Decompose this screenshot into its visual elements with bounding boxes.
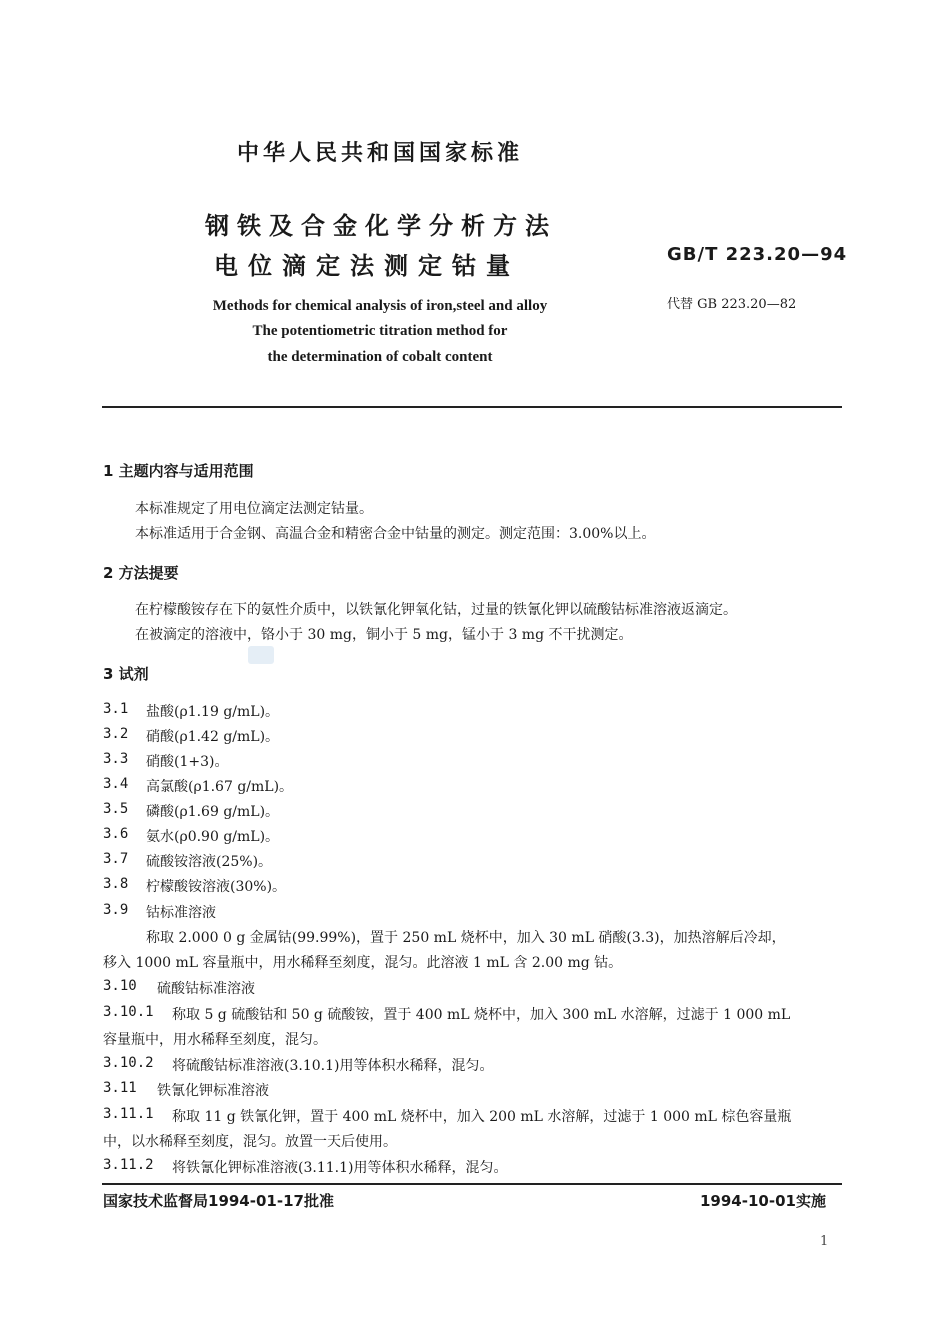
section-1-para-1: 本标准规定了用电位滴定法测定钴量。: [135, 501, 373, 517]
english-title-line-3: the determination of cobalt content: [267, 349, 493, 365]
item-text: 硝酸(1+3)。: [146, 754, 229, 770]
item-text: 铁氰化钾标准溶液: [157, 1083, 269, 1099]
watermark-logo: [248, 646, 274, 664]
item-number: 3.10.1: [103, 1004, 154, 1020]
item-number: 3.5: [103, 801, 129, 817]
item-text: 硫酸铵溶液(25%)。: [146, 854, 273, 870]
item-text: 硫酸钴标准溶液: [157, 981, 255, 997]
document-title-line-1: 钢铁及合金化学分析方法: [205, 212, 557, 240]
item-number: 3.11: [103, 1080, 137, 1096]
item-number: 3.11.1: [103, 1106, 154, 1122]
item-text: 氨水(ρ0.90 g/mL)。: [146, 829, 280, 845]
approval-note: 国家技术监督局1994-01-17批准: [103, 1192, 334, 1210]
replaces-note: 代替 GB 223.20—82: [667, 297, 797, 312]
page-number: 1: [820, 1234, 829, 1249]
item-number: 3.9: [103, 902, 129, 918]
item-number: 3.3: [103, 751, 129, 767]
footer-divider: [102, 1183, 842, 1185]
section-2-para-1: 在柠檬酸铵存在下的氨性介质中，以铁氰化钾氧化钴，过量的铁氰化钾以硫酸钴标准溶液返滴定。: [135, 602, 737, 618]
item-text: 柠檬酸铵溶液(30%)。: [146, 879, 287, 895]
item-text: 将铁氰化钾标准溶液(3.11.1)用等体积水稀释，混匀。: [172, 1160, 508, 1176]
item-text: 钴标准溶液: [146, 905, 216, 921]
section-2-para-2: 在被滴定的溶液中，铬小于 30 mg，铜小于 5 mg，锰小于 3 mg 不干扰测定。: [135, 627, 633, 643]
item-number: 3.10.2: [103, 1055, 154, 1071]
english-title-line-1: Methods for chemical analysis of iron,steel and alloy: [212, 298, 548, 314]
item-text: 将硫酸钴标准溶液(3.10.1)用等体积水稀释，混匀。: [172, 1058, 494, 1074]
item-3-10-1-line-2: 容量瓶中，用水稀释至刻度，混匀。: [103, 1032, 327, 1048]
item-3-9-para-line-2: 移入 1000 mL 容量瓶中，用水稀释至刻度，混匀。此溶液 1 mL 含 2.00 mg 钴。: [103, 955, 623, 971]
effective-date-note: 1994-10-01实施: [700, 1192, 826, 1210]
english-title-line-2: The potentiometric titration method for: [252, 323, 508, 339]
item-number: 3.8: [103, 876, 129, 892]
section-1-heading: 1 主题内容与适用范围: [103, 462, 254, 480]
document-title-line-2: 电位滴定法测定钴量: [214, 252, 520, 280]
section-2-heading: 2 方法提要: [103, 564, 179, 582]
section-1-para-2: 本标准适用于合金钢、高温合金和精密合金中钴量的测定。测定范围：3.00%以上。: [135, 526, 656, 542]
standard-type-heading: 中华人民共和国国家标准: [236, 141, 523, 166]
section-3-heading: 3 试剂: [103, 665, 149, 683]
header-divider: [102, 406, 842, 408]
item-number: 3.2: [103, 726, 129, 742]
item-number: 3.10: [103, 978, 137, 994]
item-3-11-1-line-1: 称取 11 g 铁氰化钾，置于 400 mL 烧杯中，加入 200 mL 水溶解，过滤于 1 000 mL 棕色容量瓶: [172, 1109, 792, 1125]
item-text: 盐酸(ρ1.19 g/mL)。: [146, 704, 280, 720]
item-number: 3.6: [103, 826, 129, 842]
item-number: 3.4: [103, 776, 129, 792]
item-3-10-1-line-1: 称取 5 g 硫酸钴和 50 g 硫酸铵，置于 400 mL 烧杯中，加入 300 mL 水溶解，过滤于 1 000 mL: [172, 1007, 791, 1023]
item-3-11-1-line-2: 中，以水稀释至刻度，混匀。放置一天后使用。: [103, 1134, 397, 1150]
item-number: 3.11.2: [103, 1157, 154, 1173]
item-text: 高氯酸(ρ1.67 g/mL)。: [146, 779, 294, 795]
item-text: 硝酸(ρ1.42 g/mL)。: [146, 729, 280, 745]
item-3-9-para-line-1: 称取 2.000 0 g 金属钴(99.99%)，置于 250 mL 烧杯中，加入 30 mL 硝酸(3.3)，加热溶解后冷却，: [146, 930, 786, 946]
standard-code: GB/T 223.20—94: [667, 244, 848, 265]
item-number: 3.1: [103, 701, 129, 717]
item-text: 磷酸(ρ1.69 g/mL)。: [146, 804, 280, 820]
item-number: 3.7: [103, 851, 129, 867]
